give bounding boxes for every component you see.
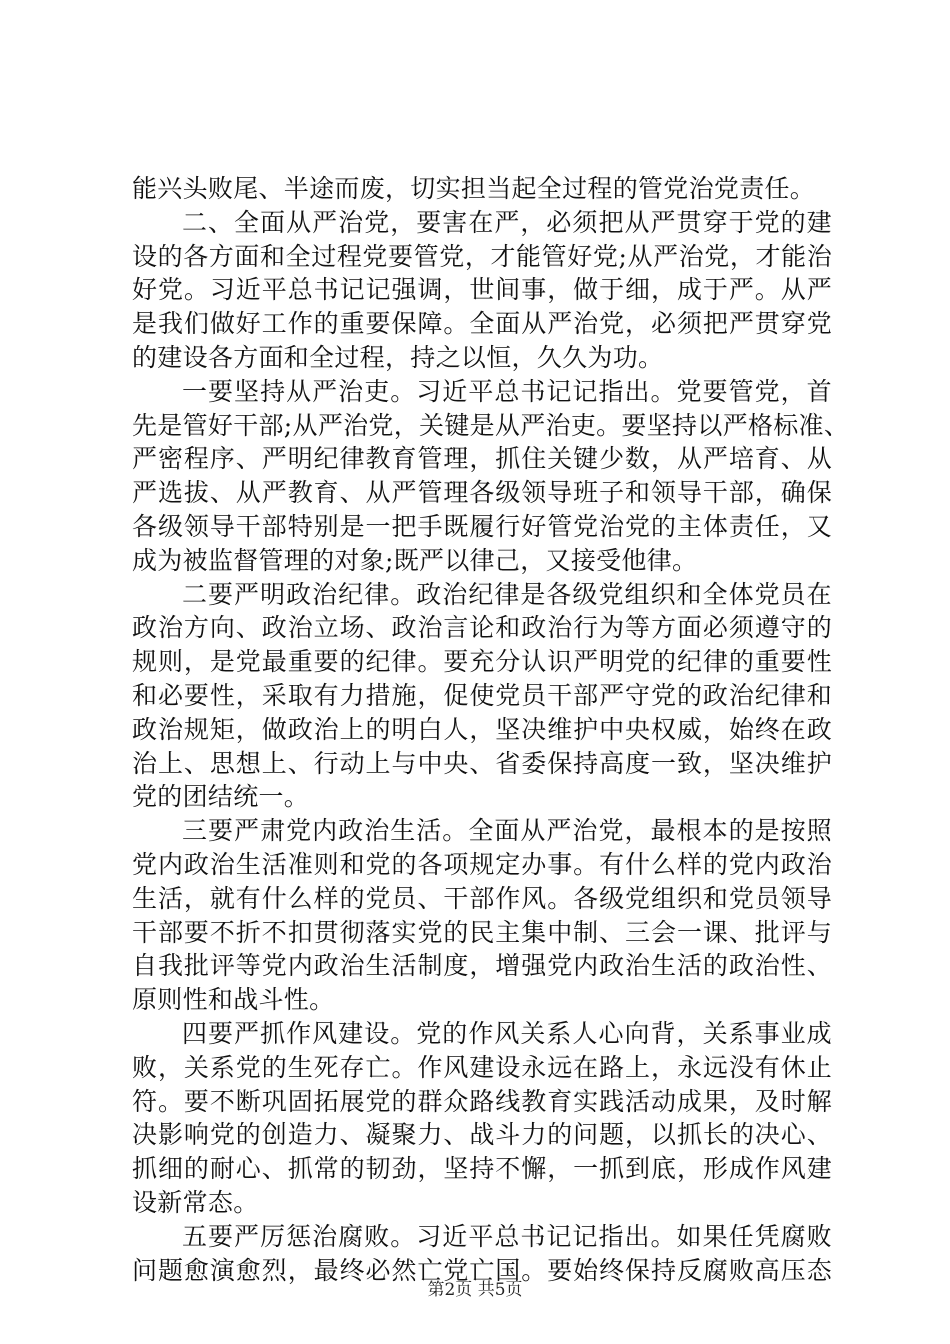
text-line: 生活，就有什么样的党员、干部作风。各级党组织和党员领导 [132,883,832,913]
text-line: 设新常态。 [132,1187,259,1217]
paragraph [132,578,832,815]
text-line: 抓细的耐心、抓常的韧劲，坚持不懈，一抓到底，形成作风建 [132,1154,832,1184]
paragraph [132,375,850,578]
text-line: 干部要不折不扣贯彻落实党的民主集中制、三会一课、批评与 [132,917,832,947]
text-line: 败，关系党的生死存亡。作风建设永远在路上，永远没有休止 [132,1052,832,1082]
text-line: 各级领导干部特别是一把手既履行好管党治党的主体责任，又 [132,511,832,541]
text-line: 规则，是党最重要的纪律。要充分认识严明党的纪律的重要性 [132,647,832,677]
paragraph [132,172,832,206]
text-line: 好党。习近平总书记记强调，世间事，做于细，成于严。从严 [132,275,832,305]
text-line: 治上、思想上、行动上与中央、省委保持高度一致，坚决维护 [132,748,832,778]
text-line: 一要坚持从严治吏。习近平总书记记指出。党要管党，首 [182,376,832,406]
text-line: 政治规矩，做政治上的明白人，坚决维护中央权威，始终在政 [132,714,832,744]
text-line: 党的团结统一。 [132,782,310,812]
paragraph [132,1017,832,1220]
text-line: 严密程序、严明纪律教育管理，抓住关键少数，从严培育、从 [132,444,832,474]
text-line: 二、全面从严治党，要害在严，必须把从严贯穿于党的建 [182,207,832,237]
text-line: 问题愈演愈烈，最终必然亡党亡国。要始终保持反腐败高压态 [132,1255,832,1285]
text-line: 的建设各方面和全过程，持之以恒，久久为功。 [132,342,664,372]
text-line: 严选拔、从严教育、从严管理各级领导班子和领导干部，确保 [132,478,832,508]
page-number-footer: 第2页 共5页 [427,1280,523,1300]
text-line: 先是管好干部;从严治党，关键是从严治吏。要坚持以严格标准、 [132,410,850,440]
paragraph [132,814,832,1017]
text-line: 二要严明政治纪律。政治纪律是各级党组织和全体党员在 [182,579,832,609]
text-line: 能兴头败尾、半途而废，切实担当起全过程的管党治党责任。 [132,174,816,203]
paragraph [132,206,832,375]
text-line: 决影响党的创造力、凝聚力、战斗力的问题，以抓长的决心、 [132,1120,832,1150]
text-line: 设的各方面和全过程党要管党，才能管好党;从严治党，才能治 [132,241,832,271]
text-line: 成为被监督管理的对象;既严以律己，又接受他律。 [132,545,698,575]
text-line: 四要严抓作风建设。党的作风关系人心向背，关系事业成 [182,1018,832,1048]
text-line: 和必要性，采取有力措施，促使党员干部严守党的政治纪律和 [132,680,832,710]
text-line: 政治方向、政治立场、政治言论和政治行为等方面必须遵守的 [132,613,832,643]
text-line: 自我批评等党内政治生活制度，增强党内政治生活的政治性、 [132,951,832,981]
text-line: 五要严厉惩治腐败。习近平总书记记指出。如果任凭腐败 [182,1221,832,1251]
text-line: 符。要不断巩固拓展党的群众路线教育实践活动成果，及时解 [132,1086,832,1116]
document-body [132,172,850,1287]
text-line: 原则性和战斗性。 [132,985,335,1015]
text-line: 党内政治生活准则和党的各项规定办事。有什么样的党内政治 [132,849,832,879]
text-line: 三要严肃党内政治生活。全面从严治党，最根本的是按照 [182,816,832,846]
text-line: 是我们做好工作的重要保障。全面从严治党，必须把严贯穿党 [132,309,832,339]
